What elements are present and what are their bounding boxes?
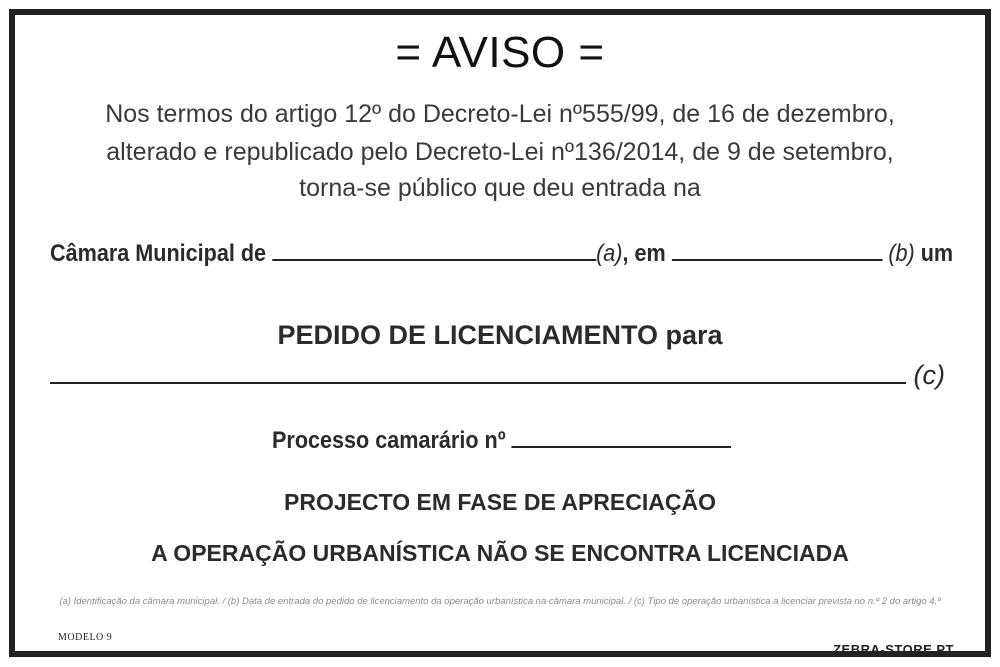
intro-line-2: alterado e republicado pelo Decreto-Lei nº136/2014, de 9 de setembro,: [106, 138, 894, 166]
model-label: MODELO 9: [58, 632, 113, 643]
date-blank-line: [672, 258, 883, 261]
note-a: (a): [596, 240, 623, 267]
note-b: (b): [888, 240, 915, 267]
intro-line-1: Nos termos do artigo 12º do Decreto-Lei nº555/99, de 16 de dezembro,: [105, 100, 895, 128]
operation-blank-line: [50, 381, 906, 384]
sign-title: = AVISO =: [395, 28, 605, 77]
note-c: (c): [913, 360, 945, 390]
processo-blank-line: [512, 445, 732, 448]
operacao-heading: A OPERAÇÃO URBANÍSTICA NÃO SE ENCONTRA LICENCIADA: [151, 540, 849, 566]
camara-label: Câmara Municipal de: [50, 240, 267, 267]
pedido-heading: PEDIDO DE LICENCIAMENTO para: [277, 320, 723, 350]
camara-blank-line: [272, 258, 596, 261]
brand-label: ZEBRA-STORE.PT: [833, 642, 954, 657]
processo-row: [272, 427, 731, 455]
camara-municipal-row: [50, 240, 953, 268]
footnote: (a) Identificação da câmara municipal. / (b) Data de entrada do pedido de licenciamento da operação urbanística na câmara municipal. / (c) Tipo de operação urbanística a licenciar prevista no n.º 2 do artigo 4.º: [59, 596, 941, 607]
processo-label: Processo camarário nº: [272, 427, 506, 454]
um-label: um: [920, 240, 954, 267]
projecto-heading: PROJECTO EM FASE DE APRECIAÇÃO: [284, 489, 716, 515]
em-label: , em: [622, 240, 666, 267]
operation-type-row: [50, 360, 945, 391]
intro-line-3: torna-se público que deu entrada na: [299, 174, 701, 202]
